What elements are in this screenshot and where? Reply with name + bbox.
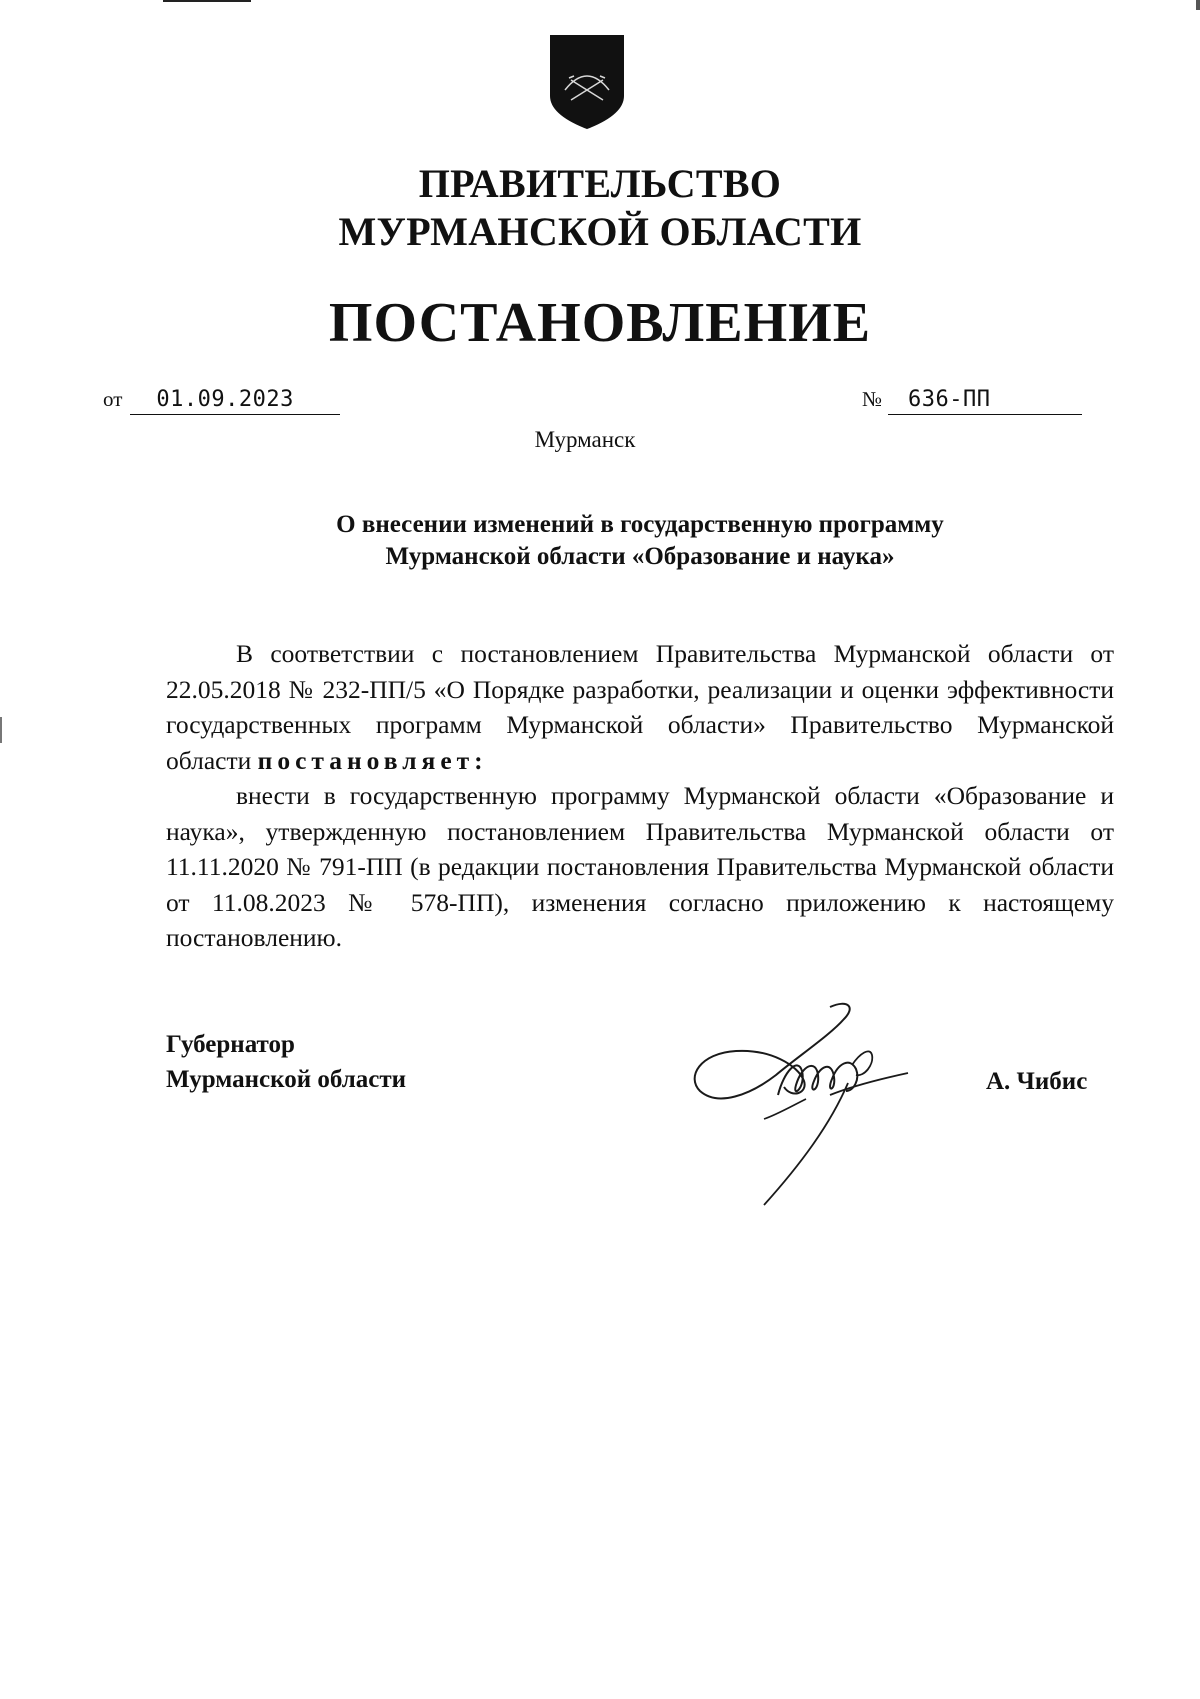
body-paragraph-1 (166, 636, 1114, 778)
document-body (166, 636, 1114, 956)
document-type-title: ПОСТАНОВЛЕНИЕ (328, 292, 872, 354)
body-paragraph-1-text: В соответствии с постановлением Правительства Мурманской области от 22.05.2018 № 232-ПП/5 «О Порядке разработки, реализации и оценки эффективности государственных программ Мурманской области» Правительство Мурманской области (166, 639, 1114, 775)
body-paragraph-2: внести в государственную программу Мурманской области «Образование и наука», утвержденную постановлением Правительства Мурманской области от 11.11.2020 № 791-ПП (в редакции постановления Правительства Мурманской области от 11.08.2023 № 578-ПП), изменения согласно приложению к настоящему постановлению. (166, 781, 1114, 952)
date-prefix: от (103, 387, 123, 411)
handwritten-signature (680, 995, 950, 1210)
city-name: Мурманск (534, 427, 636, 452)
signer-position-line2: Мурманской области (166, 1066, 407, 1093)
government-title-line2: МУРМАНСКОЙ ОБЛАСТИ (338, 209, 862, 254)
signer-name: А. Чибис (986, 1068, 1088, 1095)
scan-edge-mark-left (0, 717, 2, 743)
coat-of-arms-icon (547, 32, 627, 132)
scan-edge-mark-top (163, 0, 251, 2)
scan-edge-mark-right (1196, 0, 1200, 10)
subject-line2: Мурманской области «Образование и наука» (385, 543, 895, 570)
number-prefix: № (862, 387, 883, 411)
signer-position-line1: Губернатор (166, 1031, 295, 1058)
number-block (862, 385, 1082, 415)
subject-line1: О внесении изменений в государственную программу (336, 511, 944, 538)
government-title-line1: ПРАВИТЕЛЬСТВО (418, 161, 782, 206)
date-value: 01.09.2023 (130, 386, 340, 415)
number-value: 636-ПП (888, 386, 1082, 415)
resolves-word: постановляет: (257, 745, 488, 775)
date-block (103, 385, 340, 415)
